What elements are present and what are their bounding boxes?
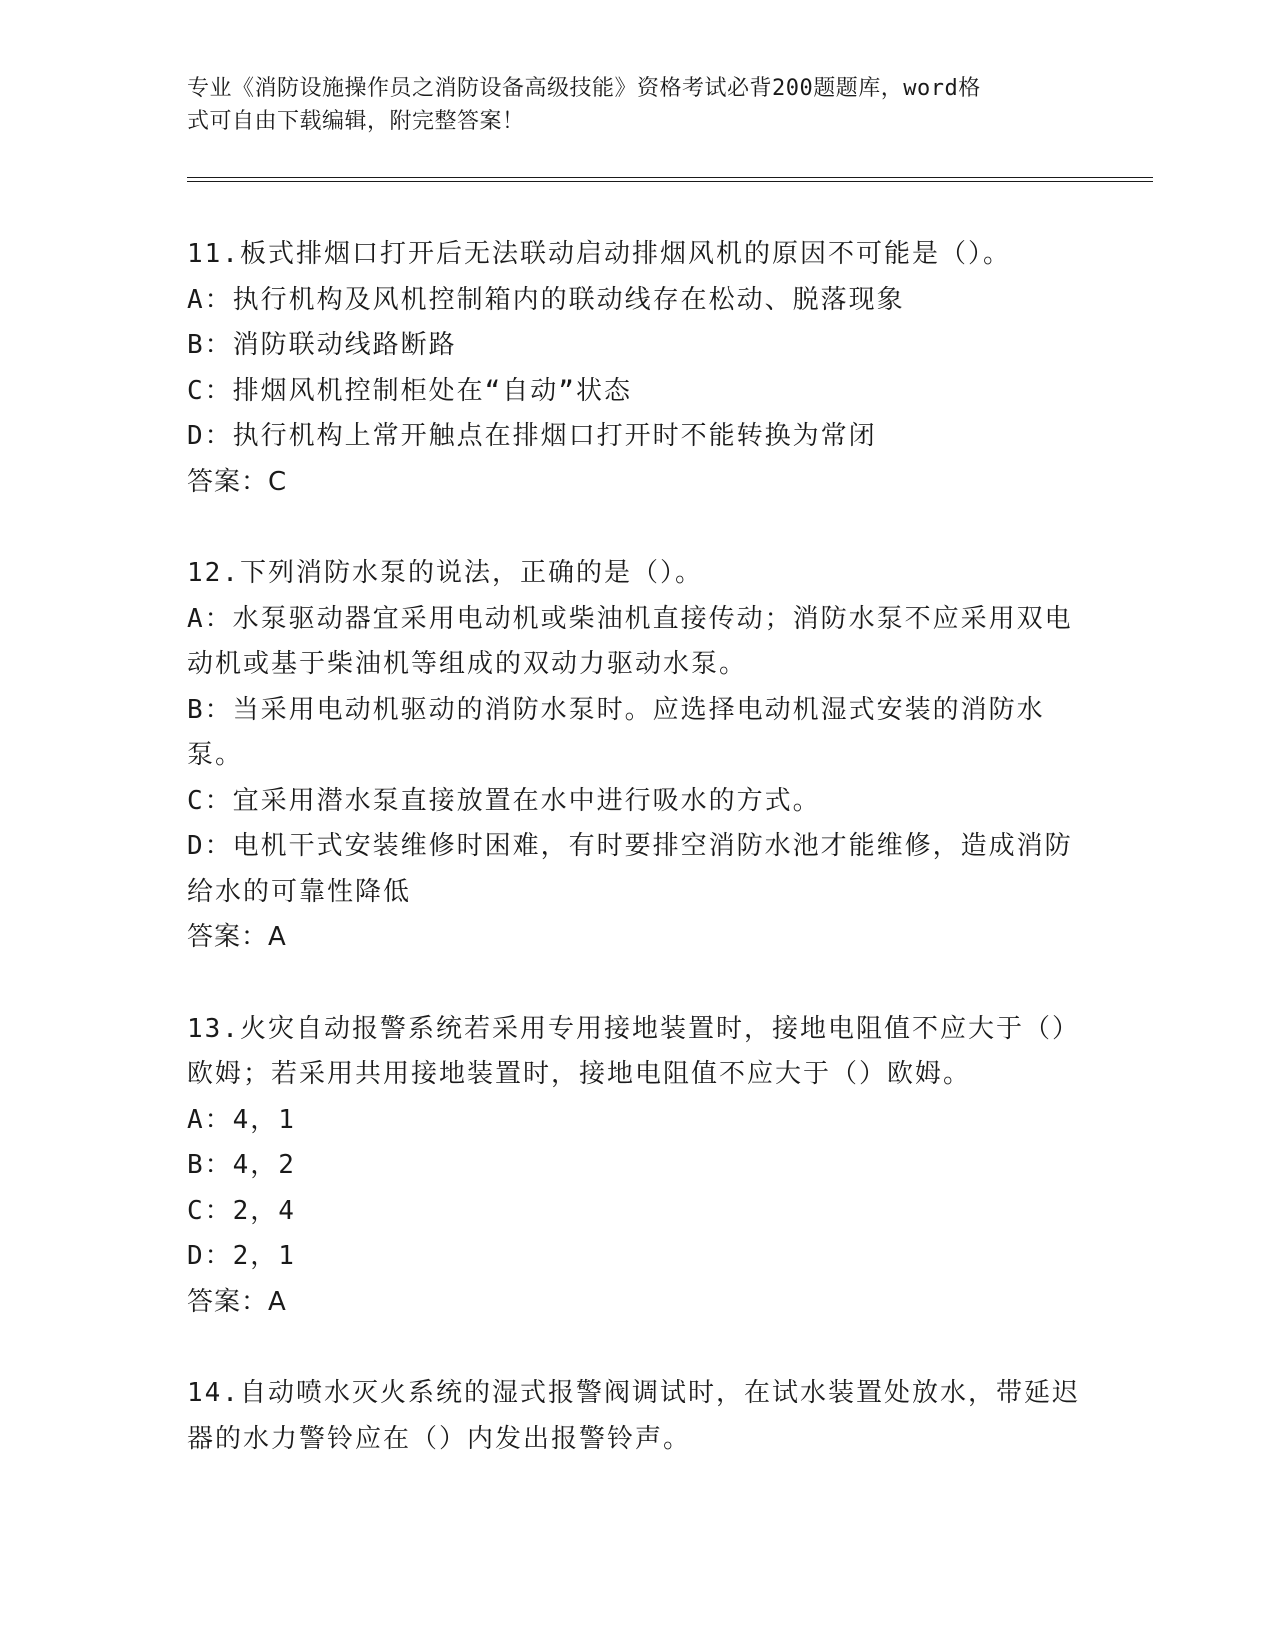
question-stem: 14.自动喷水灭火系统的湿式报警阀调试时，在试水装置处放水，带延迟器的水力警铃应在（）内发出报警铃声。 bbox=[187, 1378, 1080, 1454]
header-line-2: 式可自由下载编辑，附完整答案！ bbox=[187, 109, 525, 134]
document-header bbox=[187, 72, 1087, 138]
header-line-1: 专业《消防设施操作员之消防设备高级技能》资格考试必背200题题库，word格 bbox=[187, 76, 981, 101]
question-14 bbox=[187, 1371, 1097, 1462]
option-b: B：4，2 bbox=[187, 1150, 296, 1180]
answer: 答案：A bbox=[187, 922, 287, 952]
option-c: C：2，4 bbox=[187, 1195, 296, 1226]
option-d: D：执行机构上常开触点在排烟口打开时不能转换为常闭 bbox=[187, 421, 877, 451]
question-list bbox=[187, 232, 1097, 1508]
option-c: C：宜采用潜水泵直接放置在水中进行吸水的方式。 bbox=[187, 785, 821, 816]
option-c: C：排烟风机控制柜处在“自动”状态 bbox=[187, 375, 632, 406]
question-stem: 11.板式排烟口打开后无法联动启动排烟风机的原因不可能是（）。 bbox=[187, 239, 1011, 269]
answer: 答案：A bbox=[187, 1286, 287, 1317]
question-13 bbox=[187, 1007, 1097, 1326]
question-stem: 13.火灾自动报警系统若采用专用接地装置时，接地电阻值不应大于（）欧姆；若采用共用接地装置时，接地电阻值不应大于（）欧姆。 bbox=[187, 1013, 1080, 1089]
option-a: A：4，1 bbox=[187, 1104, 296, 1135]
option-d: D：2，1 bbox=[187, 1241, 296, 1271]
question-12 bbox=[187, 551, 1097, 961]
answer: 答案：C bbox=[187, 466, 288, 497]
header-divider-bottom bbox=[187, 181, 1153, 182]
option-b: B：消防联动线路断路 bbox=[187, 330, 457, 360]
header-divider-top bbox=[187, 177, 1153, 178]
question-11 bbox=[187, 232, 1097, 505]
option-a: A：水泵驱动器宜采用电动机或柴油机直接传动；消防水泵不应采用双电动机或基于柴油机等组成的双动力驱动水泵。 bbox=[187, 603, 1073, 679]
question-stem: 12.下列消防水泵的说法，正确的是（）。 bbox=[187, 558, 703, 588]
option-a: A：执行机构及风机控制箱内的联动线存在松动、脱落现象 bbox=[187, 284, 905, 315]
option-b: B：当采用电动机驱动的消防水泵时。应选择电动机湿式安装的消防水泵。 bbox=[187, 694, 1045, 770]
option-d: D：电机干式安装维修时困难，有时要排空消防水池才能维修，造成消防给水的可靠性降低 bbox=[187, 831, 1073, 907]
